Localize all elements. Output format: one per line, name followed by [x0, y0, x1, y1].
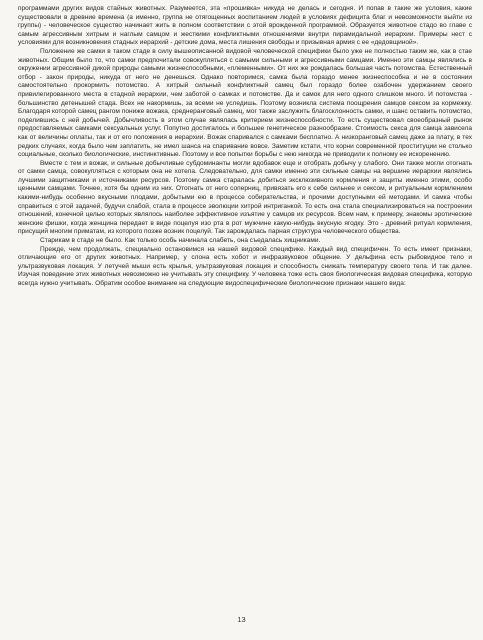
paragraph-4: Старикам в стаде не было. Как только особь начинала слабеть, она съедалась хищниками. — [40, 237, 321, 245]
body-text — [18, 5, 472, 289]
paragraph-2: Положение же самки в таком стаде в силу вышеописанной видовой человеческой специфики было уже не полностью таким же, как в стае животных. Общим было то, что самки предпочитали совокупляться с самыми сильными и агрессивными самцами. Именно эти самцы являлись в окружении агрессивной дикой природы самыми жизнеспособными, «племенными». От них же рождалась большая часть потомства. Естественный отбор - закон природы, никуда от него не денешься. Однако повторимся, самка была гораздо менее жизнеспособна и не в состоянии самостоятельно прокормить потомство. А хитрый сильный конфликтный самец был гораздо более озабочен удержанием своего привилегированного места в стадной иерархии, чем заботой о самках и потомстве. Да и самок для него одного слишком много. И потомства - большинство детенышей стада. Всех не накормишь, за всеми не уследишь. Поэтому возникла система поощрения самцов сексом за кормежку. Благодаря которой самец рангом пониже вожака, среднеранговый самец, мог также заслужить благосклонность самки, и шанс оставить потомство, поделившись с ней добычей. Добычливость в этом случае являлась критерием жизнеспособности. То есть существовал своеобразный рынок предоставляемых самками сексуальных услуг. Попутно достигалось и большее генетическое разнообразие. Стоимость секса для самца зависела как от величины оплаты, так и от его положения в иерархии. Вожак спаривался с самками бесплатно. А низкоранговый самец даже за плату, в тех редких случаях, когда было чем заплатить, не имел шанса на спаривание вовсе. Заметим кстати, что корни современной проституции не столько социальные, сколько биологические, инстинктивные. Поэтому и все попытки борьбы с нею никогда не приводили к полному ее искоренению. — [18, 47, 472, 159]
page-number: 13 — [237, 615, 246, 624]
paragraph-3: Вместе с тем и вожак, и сильные добычливые субдоминанты могли вдобавок еще и отобрать добычу у слабого. Они также могли отогнать от самки самца, совокупляться с которым она не хотела. Следовательно, для самки именно эти сильные самцы на вершине иерархии являлись лучшими защитниками и источниками ресурсов. Поэтому самка старалась добиться эксклюзивного кормления и защиты именно этими, особо ценными самцами. Точнее, хотя бы одним из них. Отогнать от него соперниц, привязать его к себе сильнее и сексом, и ритуальным кормлением какими-нибудь особенно вкусными плодами, добытыми ею в процессе собирательства, и прочими доступными ей методами. И самка чтобы справиться с этой задачей, будучи слабой, стала в процессе эволюции хитрой интриганкой. То есть она стала специализироваться на построении отношений, конечной целью которых являлось наиболее эффективное изъятие у самцов их ресурсов. Всем нам, к примеру, знакомы эротические женские фишки, когда женщина передает в виде поцелуя изо рта в рот мужчине какую-нибудь вкусную ягодку. Это - древний ритуал кормления, присущий многим приматам, из которого позже возник поцелуй. Так зарождалась парная структура человеческого общества. — [18, 159, 472, 236]
paragraph-1: программами других видов стайных животных. Разумеется, эта «прошивка» никуда не делась и сегодня. И попав в такие же условия, какие существовали в древние времена (а именно, группа не отягощенных воспитанием людей в условиях дефицита благ и невозможности выйти из группы) - человеческое существо начинает жить в полном соответствии с этой врожденной программой. Образуется животное стадо во главе с самым агрессивным хитрым и наглым самцом и жесткими конфликтными отношениями внутри пирамидальной иерархии. Примеры нест с условиями для возникновения стадных иерархий - детские дома, места лишения свободы и призывная армия с ее «дедовщиной». — [18, 5, 472, 47]
paragraph-5: Прежде, чем продолжать, специально остановимся на нашей видовой специфике. Каждый вид специфичен. То есть имеет признаки, отличающие его от других животных. Например, у слона есть хобот и инфразвуковое общение. У дельфина есть рыбовидное тело и ультразвуковая локация. У летучей мыши есть крылья, ультразвуковая локация и способность снижать температуру своего тела. И так далее. Изучая поведение этих животных невозможно не учитывать эту специфику. У человека тоже есть своя биологическая видовая специфика, которую всегда нужно учитывать. Обратим особое внимание на следующие видоспецифические биологические признаки нашего вида: — [18, 245, 472, 287]
